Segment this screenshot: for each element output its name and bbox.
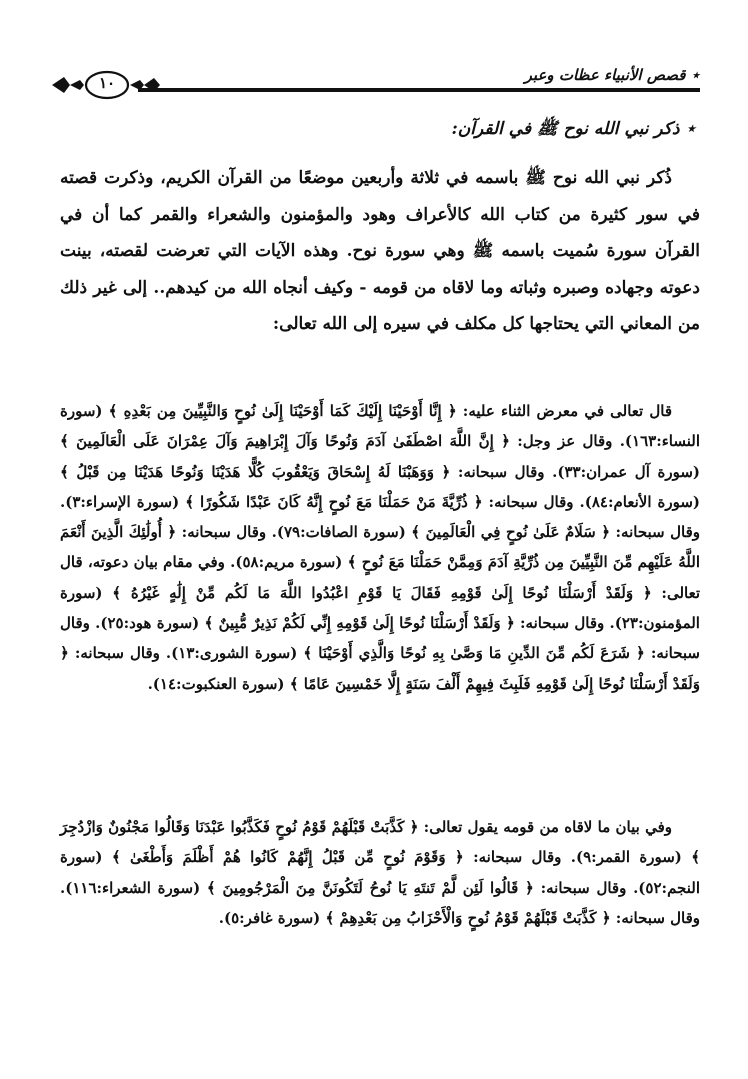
running-title: ⋆ قصص الأنبياء عظات وعبر	[524, 66, 700, 84]
page-number: ١٠	[98, 74, 116, 92]
header-rule	[138, 88, 700, 92]
paragraph-opposition	[60, 812, 700, 933]
paragraph-praise-text: قال تعالى في معرض الثناء عليه: ﴿ إِنَّا أَوْحَيْنَا إِلَيْكَ كَمَا أَوْحَيْنَا إِلَىٰ نُوحٍ وَالنَّبِيِّينَ مِن بَعْدِهِ ﴾ (سورة النساء:١٦٣). وقال عز وجل: ﴿ إِنَّ اللَّهَ اصْطَفَىٰ آدَمَ وَنُوحًا وَآلَ إِبْرَاهِيمَ وَآلَ عِمْرَانَ عَلَى الْعَالَمِينَ ﴾ (سورة آل عمران:٣٣). وقال سبحانه: ﴿ وَوَهَبْنَا لَهُ إِسْحَاقَ وَيَعْقُوبَ كُلًّا هَدَيْنَا وَنُوحًا هَدَيْنَا مِن قَبْلُ ﴾ (سورة الأنعام:٨٤). وقال سبحانه: ﴿ ذُرِّيَّةَ مَنْ حَمَلْنَا مَعَ نُوحٍ إِنَّهُ كَانَ عَبْدًا شَكُورًا ﴾ (سورة الإسراء:٣). وقال سبحانه: ﴿ سَلَامٌ عَلَىٰ نُوحٍ فِي الْعَالَمِينَ ﴾ (سورة الصافات:٧٩). وقال سبحانه: ﴿ أُولَٰئِكَ الَّذِينَ أَنْعَمَ اللَّهُ عَلَيْهِم مِّنَ النَّبِيِّينَ مِن ذُرِّيَّةِ آدَمَ وَمِمَّنْ حَمَلْنَا مَعَ نُوحٍ ﴾ (سورة مريم:٥٨). وفي مقام بيان دعوته، قال تعالى: ﴿ وَلَقَدْ أَرْسَلْنَا نُوحًا إِلَىٰ قَوْمِهِ فَقَالَ يَا قَوْمِ اعْبُدُوا اللَّهَ مَا لَكُم مِّنْ إِلَٰهٍ غَيْرُهُ ﴾ (سورة المؤمنون:٢٣). وقال سبحانه: ﴿ وَلَقَدْ أَرْسَلْنَا نُوحًا إِلَىٰ قَوْمِهِ إِنِّي لَكُمْ نَذِيرٌ مُّبِينٌ ﴾ (سورة هود:٢٥). وقال سبحانه: ﴿ شَرَعَ لَكُم مِّنَ الدِّينِ مَا وَصَّىٰ بِهِ نُوحًا وَالَّذِي أَوْحَيْنَا ﴾ (سورة الشورى:١٣). وقال سبحانه: ﴿ وَلَقَدْ أَرْسَلْنَا نُوحًا إِلَىٰ قَوْمِهِ فَلَبِثَ فِيهِمْ أَلْفَ سَنَةٍ إِلَّا خَمْسِينَ عَامًا ﴾ (سورة العنكبوت:١٤).	[60, 402, 700, 693]
paragraph-praise	[60, 396, 700, 699]
paragraph-opposition-text: وفي بيان ما لاقاه من قومه يقول تعالى: ﴿ كَذَّبَتْ قَبْلَهُمْ قَوْمُ نُوحٍ فَكَذَّبُوا عَبْدَنَا وَقَالُوا مَجْنُونٌ وَازْدُجِرَ ﴾ (سورة القمر:٩). وقال سبحانه: ﴿ وَقَوْمَ نُوحٍ مِّن قَبْلُ إِنَّهُمْ كَانُوا هُمْ أَظْلَمَ وَأَطْغَىٰ ﴾ (سورة النجم:٥٢). وقال سبحانه: ﴿ قَالُوا لَئِن لَّمْ تَنتَهِ يَا نُوحُ لَتَكُونَنَّ مِنَ الْمَرْجُومِينَ ﴾ (سورة الشعراء:١١٦). وقال سبحانه: ﴿ كَذَّبَتْ قَبْلَهُمْ قَوْمُ نُوحٍ وَالْأَحْزَابُ مِن بَعْدِهِمْ ﴾ (سورة غافر:٥).	[60, 818, 701, 927]
paragraph-intro	[60, 160, 700, 343]
page-number-ornament	[50, 68, 162, 102]
section-heading: ⋆ ذكر نبي الله نوح ﷺ في القرآن:	[451, 119, 696, 139]
page-header	[50, 66, 700, 106]
paragraph-intro-text: ذُكر نبي الله نوح ﷺ باسمه في ثلاثة وأربعين موضعًا من القرآن الكريم، وذكرت قصته في سور كثيرة من كتاب الله كالأعراف وهود والمؤمنون والشعراء والقمر كما أن في القرآن سورة سُميت باسمه ﷺ وهي سورة نوح. وهذه الآيات التي تعرضت لقصته، بينت دعوته وجهاده وصبره وثباته وما لاقاه من قومه - وكيف أنجاه الله من كيدهم.. إلى غير ذلك من المعاني التي يحتاجها كل مكلف في سيره إلى الله تعالى:	[60, 168, 700, 335]
